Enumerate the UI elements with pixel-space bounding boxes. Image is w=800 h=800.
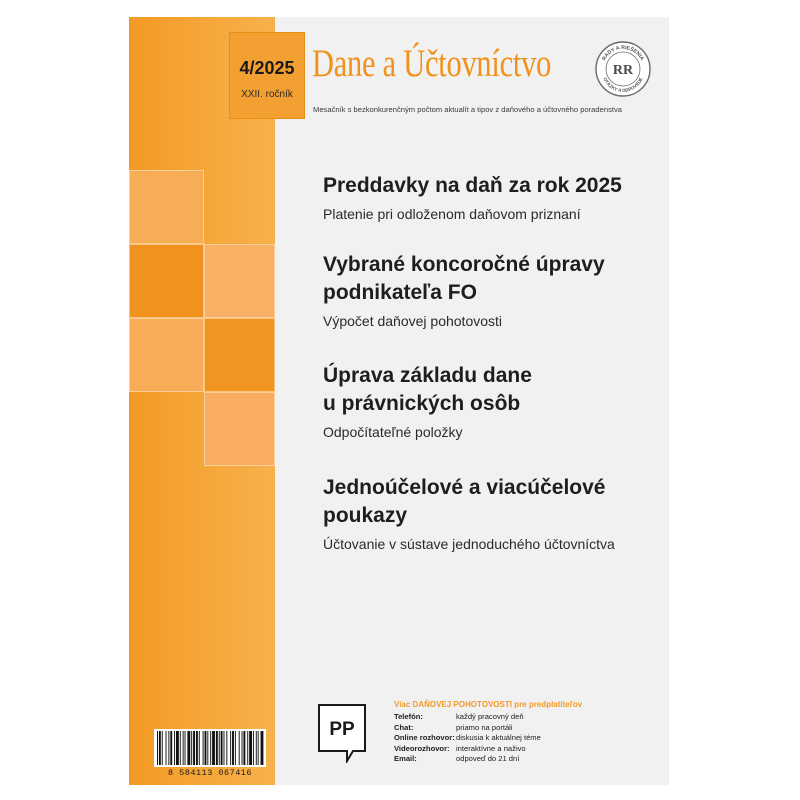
- issue-box: [229, 32, 305, 119]
- article-title-line: Jednoúčelové a viacúčelové: [323, 476, 606, 499]
- info-value: každý pracovný deň: [456, 712, 524, 721]
- article-title-line: Úprava základu dane: [323, 364, 532, 387]
- article-title-line: Vybrané koncoročné úpravy: [323, 253, 605, 276]
- publisher-logo-icon: [317, 703, 367, 763]
- decor-square: [129, 244, 204, 318]
- magazine-title: Dane a Účtovníctvo: [312, 42, 552, 85]
- publisher-logo-text: PP: [329, 719, 355, 740]
- info-label: Chat:: [394, 722, 414, 732]
- article-subtitle: Odpočítateľné položky: [323, 424, 463, 440]
- info-label: Telefón:: [394, 712, 423, 721]
- article-subtitle: Výpočet daňovej pohotovosti: [323, 313, 503, 329]
- decor-square: [204, 318, 275, 392]
- info-value: priamo na portáli: [456, 722, 513, 732]
- subscriber-info-heading: Viac DAŇOVEJ POHOTOVOSTI pre predplatiteľov: [394, 700, 583, 709]
- barcode-icon: [154, 729, 266, 767]
- seal-top-text: RADY A RIEŠENIA: [601, 44, 645, 62]
- decor-square: [129, 170, 204, 244]
- article-title-line: poukazy: [323, 504, 408, 527]
- issue-number: 4/2025: [239, 58, 295, 78]
- info-label: Email:: [394, 754, 417, 764]
- info-value: odpoveď do 21 dní: [456, 754, 520, 764]
- article-3: [323, 362, 532, 442]
- decor-square: [129, 318, 204, 392]
- subscriber-info-table: [394, 712, 541, 765]
- article-4: [323, 474, 615, 554]
- info-label: Online rozhovor:: [394, 733, 455, 743]
- article-2: [323, 251, 605, 331]
- quality-seal-icon: [593, 39, 653, 99]
- decor-square: [204, 244, 275, 318]
- article-title: Preddavky na daň za rok 2025: [323, 174, 622, 197]
- info-value: diskusia k aktuálnej téme: [456, 733, 541, 743]
- seal-center-text: RR: [612, 63, 634, 78]
- magazine-tagline: Mesačník s bezkonkurenčným počtom aktualít a tipov z daňového a účtovného poradenstva: [313, 105, 622, 114]
- magazine-cover: [129, 17, 669, 785]
- issue-volume: XXII. ročník: [241, 89, 293, 100]
- info-row: [394, 744, 541, 755]
- info-row: [394, 723, 541, 734]
- info-row: [394, 712, 541, 723]
- info-row: [394, 733, 541, 744]
- article-subtitle: Účtovanie v sústave jednoduchého účtovníctva: [323, 536, 615, 552]
- article-1: [323, 172, 622, 224]
- article-title-line: u právnických osôb: [323, 392, 521, 415]
- seal-bottom-text: OTÁZKY A ODPOVEDE: [602, 76, 644, 94]
- decor-square: [204, 392, 275, 466]
- article-subtitle: Platenie pri odloženom daňovom priznaní: [323, 206, 581, 222]
- info-row: [394, 754, 541, 765]
- article-title-line: podnikateľa FO: [323, 281, 477, 304]
- barcode-digits: 8 584113 067416: [167, 768, 252, 778]
- info-value: interaktívne a naživo: [456, 743, 526, 753]
- info-label: Videorozhovor:: [394, 743, 450, 753]
